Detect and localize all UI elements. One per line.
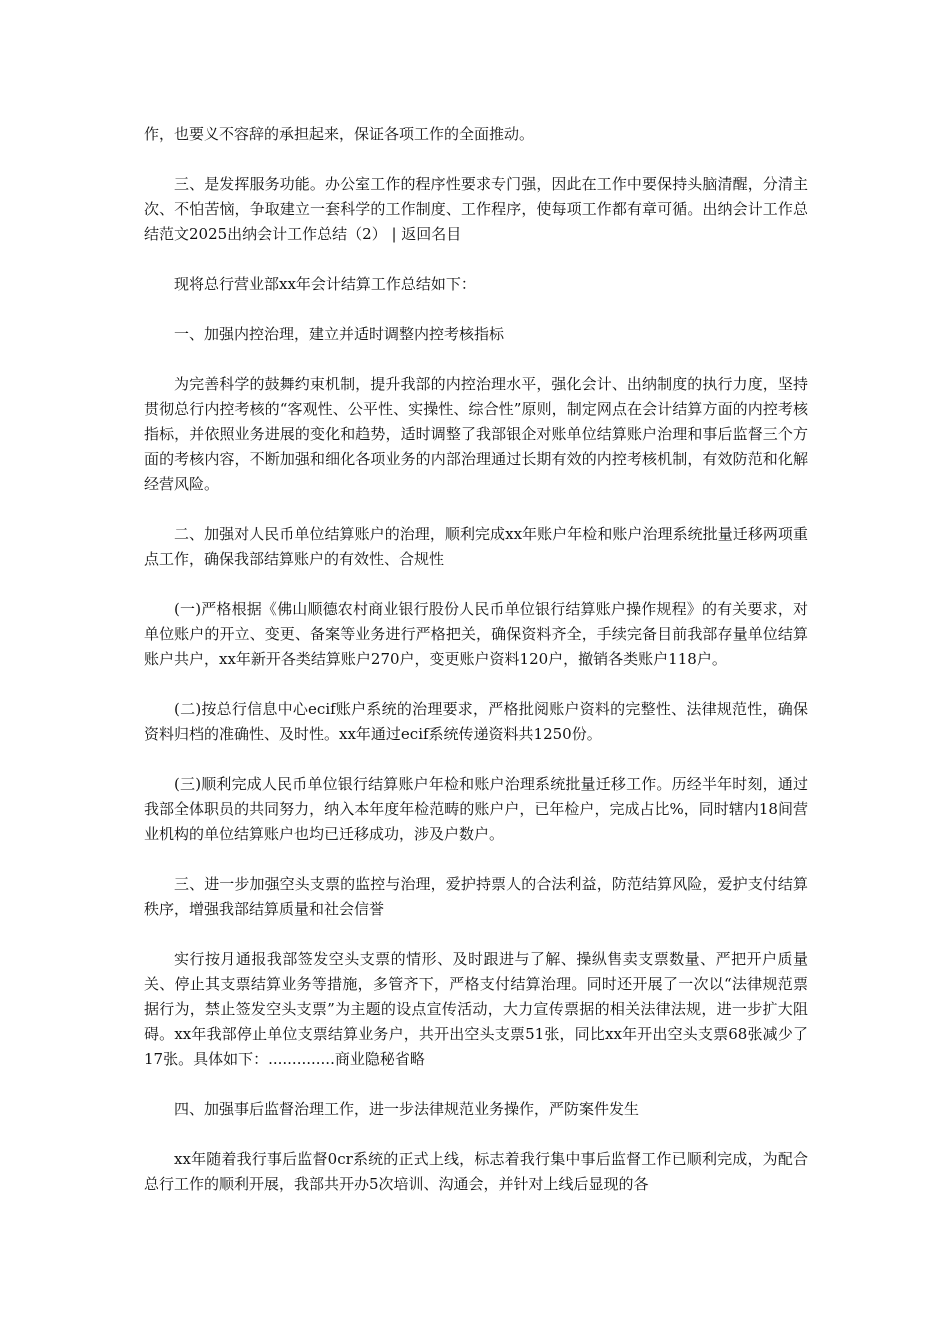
heading-post-supervision: 四、加强事后监督治理工作，进一步法律规范业务操作，严防案件发生 xyxy=(174,1100,640,1118)
paragraph-bounced-checks: 实行按月通报我部签发空头支票的情形、及时跟进与了解、操纵售卖支票数量、严把开户质量关、停止其支票结算业务等措施，多管齐下，严格支付结算治理。同时还开展了一次以“法律规范票据行为，禁止签发空头支票”为主题的设点宣传活动，大力宣传票据的相关法律法规，进一步扩大阻碍。xx年我部停止单位支票结算业务户，共开出空头支票51张，同比xx年开出空头支票68张减少了17张。具体如下：..............商业隐秘省略 xyxy=(144,950,808,1068)
document-body xyxy=(144,122,808,1222)
paragraph-service-function: 三、是发挥服务功能。办公室工作的程序性要求专门强，因此在工作中要保持头脑清醒，分清主次、不怕苦恼，争取建立一套科学的工作制度、工作程序，使每项工作都有章可循。出纳会计工作总结范文2025出纳会计工作总结（2） | 返回名目 xyxy=(144,175,808,243)
paragraph-item-1: (一)严格根据《佛山顺德农村商业银行股份人民币单位银行结算账户操作规程》的有关要求，对单位账户的开立、变更、备案等业务进行严格把关，确保资料齐全，手续完备目前我部存量单位结算账户共户，xx年新开各类结算账户270户，变更账户资料120户，撤销各类账户118户。 xyxy=(144,600,808,668)
paragraph-item-3: (三)顺利完成人民币单位银行结算账户年检和账户治理系统批量迁移工作。历经半年时刻，通过我部全体职员的共同努力，纳入本年度年检范畴的账户户，已年检户，完成占比%，同时辖内18间营业机构的单位结算账户也均已迁移成功，涉及户数户。 xyxy=(144,775,808,843)
heading-internal-control: 一、加强内控治理，建立并适时调整内控考核指标 xyxy=(174,325,505,343)
paragraph-item-2: (二)按总行信息中心ecif账户系统的治理要求，严格批阅账户资料的完整性、法律规范性，确保资料归档的准确性、及时性。xx年通过ecif系统传递资料共1250份。 xyxy=(144,700,808,743)
heading-bounced-checks: 三、进一步加强空头支票的监控与治理，爱护持票人的合法利益，防范结算风险，爱护支付结算秩序，增强我部结算质量和社会信誉 xyxy=(144,875,808,918)
heading-settlement-accounts: 二、加强对人民币单位结算账户的治理，顺利完成xx年账户年检和账户治理系统批量迁移两项重点工作，确保我部结算账户的有效性、合规性 xyxy=(144,525,808,568)
paragraph-continuation: 作，也要义不容辞的承担起来，保证各项工作的全面推动。 xyxy=(144,125,535,143)
paragraph-post-supervision: xx年随着我行事后监督0cr系统的正式上线，标志着我行集中事后监督工作已顺利完成，为配合总行工作的顺利开展，我部共开办5次培训、沟通会，并针对上线后显现的各 xyxy=(144,1150,808,1193)
paragraph-internal-control: 为完善科学的鼓舞约束机制，提升我部的内控治理水平，强化会计、出纳制度的执行力度，坚持贯彻总行内控考核的“客观性、公平性、实操性、综合性”原则，制定网点在会计结算方面的内控考核指标，并依照业务进展的变化和趋势，适时调整了我部银企对账单位结算账户治理和事后监督三个方面的考核内容，不断加强和细化各项业务的内部治理通过长期有效的内控考核机制，有效防范和化解经营风险。 xyxy=(144,375,808,493)
paragraph-intro: 现将总行营业部xx年会计结算工作总结如下： xyxy=(174,275,476,293)
